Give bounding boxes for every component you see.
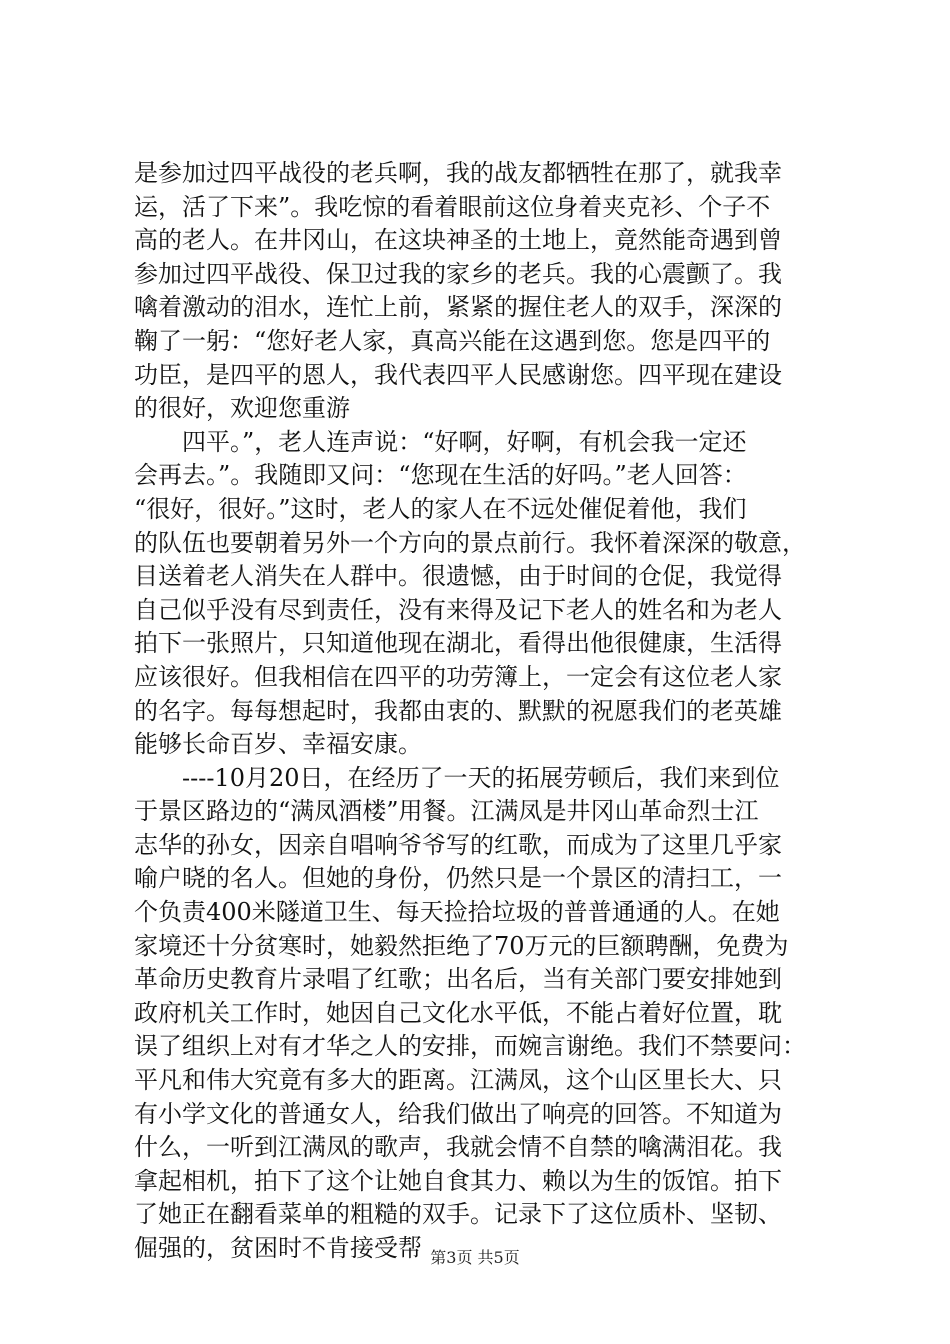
- text-line: 目送着老人消失在人群中。很遗憾，由于时间的仓促，我觉得: [134, 562, 782, 591]
- text-line: 拍下一张照片，只知道他现在湖北，看得出他很健康，生活得: [134, 629, 782, 658]
- text-line: 的名字。每每想起时，我都由衷的、默默的祝愿我们的老英雄: [134, 696, 782, 725]
- text-line: “很好，很好。”这时，老人的家人在不远处催促着他，我们: [134, 494, 747, 523]
- text-line: 志华的孙女，因亲自唱响爷爷写的红歌，而成为了这里几乎家: [134, 830, 782, 859]
- text-line: 的很好，欢迎您重游: [134, 394, 350, 423]
- text-line: 是参加过四平战役的老兵啊，我的战友都牺牲在那了，就我幸: [134, 159, 782, 187]
- text-line: 喻户晓的名人。但她的身份，仍然只是一个景区的清扫工，一: [134, 864, 782, 893]
- text-line: 功臣，是四平的恩人，我代表四平人民感谢您。四平现在建设: [134, 360, 782, 389]
- text-line: ----10月20日，在经历了一天的拓展劳顿后，我们来到位: [134, 763, 780, 792]
- text-line: 革命历史教育片录唱了红歌；出名后，当有关部门要安排她到: [134, 965, 782, 994]
- text-line: 应该很好。但我相信在四平的功劳簿上，一定会有这位老人家: [134, 662, 782, 691]
- text-line: 于景区路边的“满凤酒楼”用餐。江满凤是井冈山革命烈士江: [134, 797, 759, 826]
- text-line: 高的老人。在井冈山，在这块神圣的土地上，竟然能奇遇到曾: [134, 226, 782, 255]
- text-line: 鞠了一躬：“您好老人家，真高兴能在这遇到您。您是四平的: [134, 326, 771, 355]
- text-line: 能够长命百岁、幸福安康。: [134, 730, 422, 759]
- text-line: 运，活了下来”。我吃惊的看着眼前这位身着夹克衫、个子不: [134, 192, 771, 221]
- text-line: 有小学文化的普通女人，给我们做出了响亮的回答。不知道为: [134, 1099, 782, 1128]
- text-line: 误了组织上对有才华之人的安排，而婉言谢绝。我们不禁要问：: [134, 1032, 806, 1061]
- text-line: 家境还十分贫寒时，她毅然拒绝了70万元的巨额聘酬，免费为: [134, 931, 789, 960]
- text-line: 拿起相机，拍下了这个让她自食其力、赖以为生的饭馆。拍下: [134, 1166, 782, 1195]
- text-line: 平凡和伟大究竟有多大的距离。江满凤，这个山区里长大、只: [134, 1066, 782, 1095]
- text-line: 参加过四平战役、保卫过我的家乡的老兵。我的心震颤了。我: [134, 259, 782, 288]
- text-line: 政府机关工作时，她因自己文化水平低，不能占着好位置，耽: [134, 998, 782, 1027]
- text-line: 四平。”，老人连声说：“好啊，好啊，有机会我一定还: [134, 427, 747, 456]
- text-line: 噙着激动的泪水，连忙上前，紧紧的握住老人的双手，深深的: [134, 293, 782, 322]
- page-footer: 第3页 共5页: [430, 1248, 520, 1267]
- text-line: 会再去。”。我随即又问：“您现在生活的好吗。”老人回答：: [134, 461, 747, 490]
- text-line: 个负责400米隧道卫生、每天捡拾垃圾的普普通通的人。在她: [134, 898, 780, 927]
- body-text: [134, 157, 834, 1266]
- text-line: 什么，一听到江满凤的歌声，我就会情不自禁的噙满泪花。我: [134, 1133, 782, 1162]
- text-line: 了她正在翻看菜单的粗糙的双手。记录下了这位质朴、坚韧、: [134, 1200, 782, 1229]
- text-line: 自己似乎没有尽到责任，没有来得及记下老人的姓名和为老人: [134, 595, 782, 624]
- text-line: 的队伍也要朝着另外一个方向的景点前行。我怀着深深的敬意，: [134, 528, 806, 557]
- text-line: 倔强的，贫困时不肯接受帮: [134, 1234, 422, 1262]
